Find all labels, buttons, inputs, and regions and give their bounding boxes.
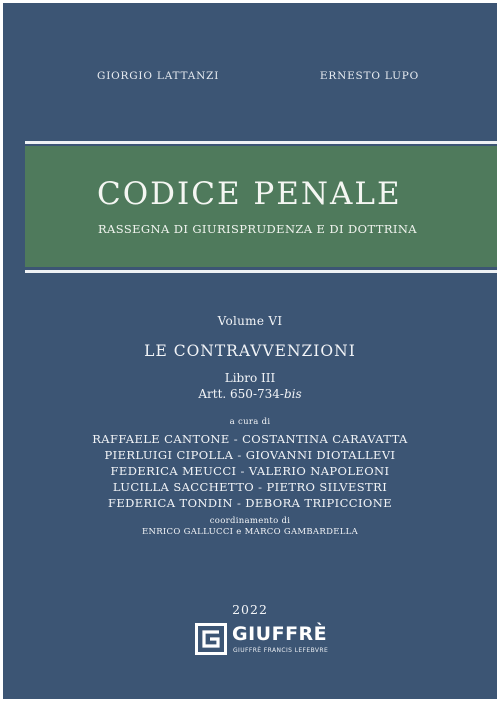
title-band-bottom-rule <box>25 270 497 273</box>
title-band <box>25 146 497 267</box>
author-right: ERNESTO LUPO <box>319 70 419 82</box>
book-cover <box>3 3 497 699</box>
author-left: GIORGIO LATTANZI <box>97 70 220 82</box>
editor-line: LUCILLA SACCHETTO - PIETRO SILVESTRI <box>112 480 388 494</box>
articles-range-prefix: Artt. 650-734- <box>198 387 284 401</box>
authors-row <box>3 70 497 86</box>
articles-range-suffix: bis <box>283 387 302 401</box>
editor-line: PIERLUIGI CIPOLLA - GIOVANNI DIOTALLEVI <box>104 448 396 462</box>
publisher-logo <box>195 623 335 657</box>
coordination-label: coordinamento di <box>209 516 291 526</box>
editor-line: FEDERICA TONDIN - DEBORA TRIPICCIONE <box>107 496 393 510</box>
editors-list <box>3 431 497 511</box>
title-band-top-rule <box>25 141 497 144</box>
editors-label: a cura di <box>229 417 271 427</box>
coordination-names: ENRICO GALLUCCI e MARCO GAMBARDELLA <box>141 527 359 537</box>
publisher-name: GIUFFRÈ <box>232 623 328 645</box>
subtitle: RASSEGNA DI GIURISPRUDENZA E DI DOTTRINA <box>98 222 417 236</box>
libro-label: Libro III <box>224 371 276 385</box>
editor-line: RAFFAELE CANTONE - COSTANTINA CARAVATTA <box>92 432 408 446</box>
publisher-subname: GIUFFRÈ FRANCIS LEFEBVRE <box>233 647 329 654</box>
giuffre-g-logo-icon <box>195 623 227 655</box>
editor-line: FEDERICA MEUCCI - VALERIO NAPOLEONI <box>110 464 390 478</box>
main-title: CODICE PENALE <box>97 176 402 212</box>
volume-title: LE CONTRAVVENZIONI <box>144 342 356 360</box>
publication-year: 2022 <box>232 602 268 617</box>
volume-label: Volume VI <box>217 314 283 328</box>
articles-range <box>3 387 497 401</box>
